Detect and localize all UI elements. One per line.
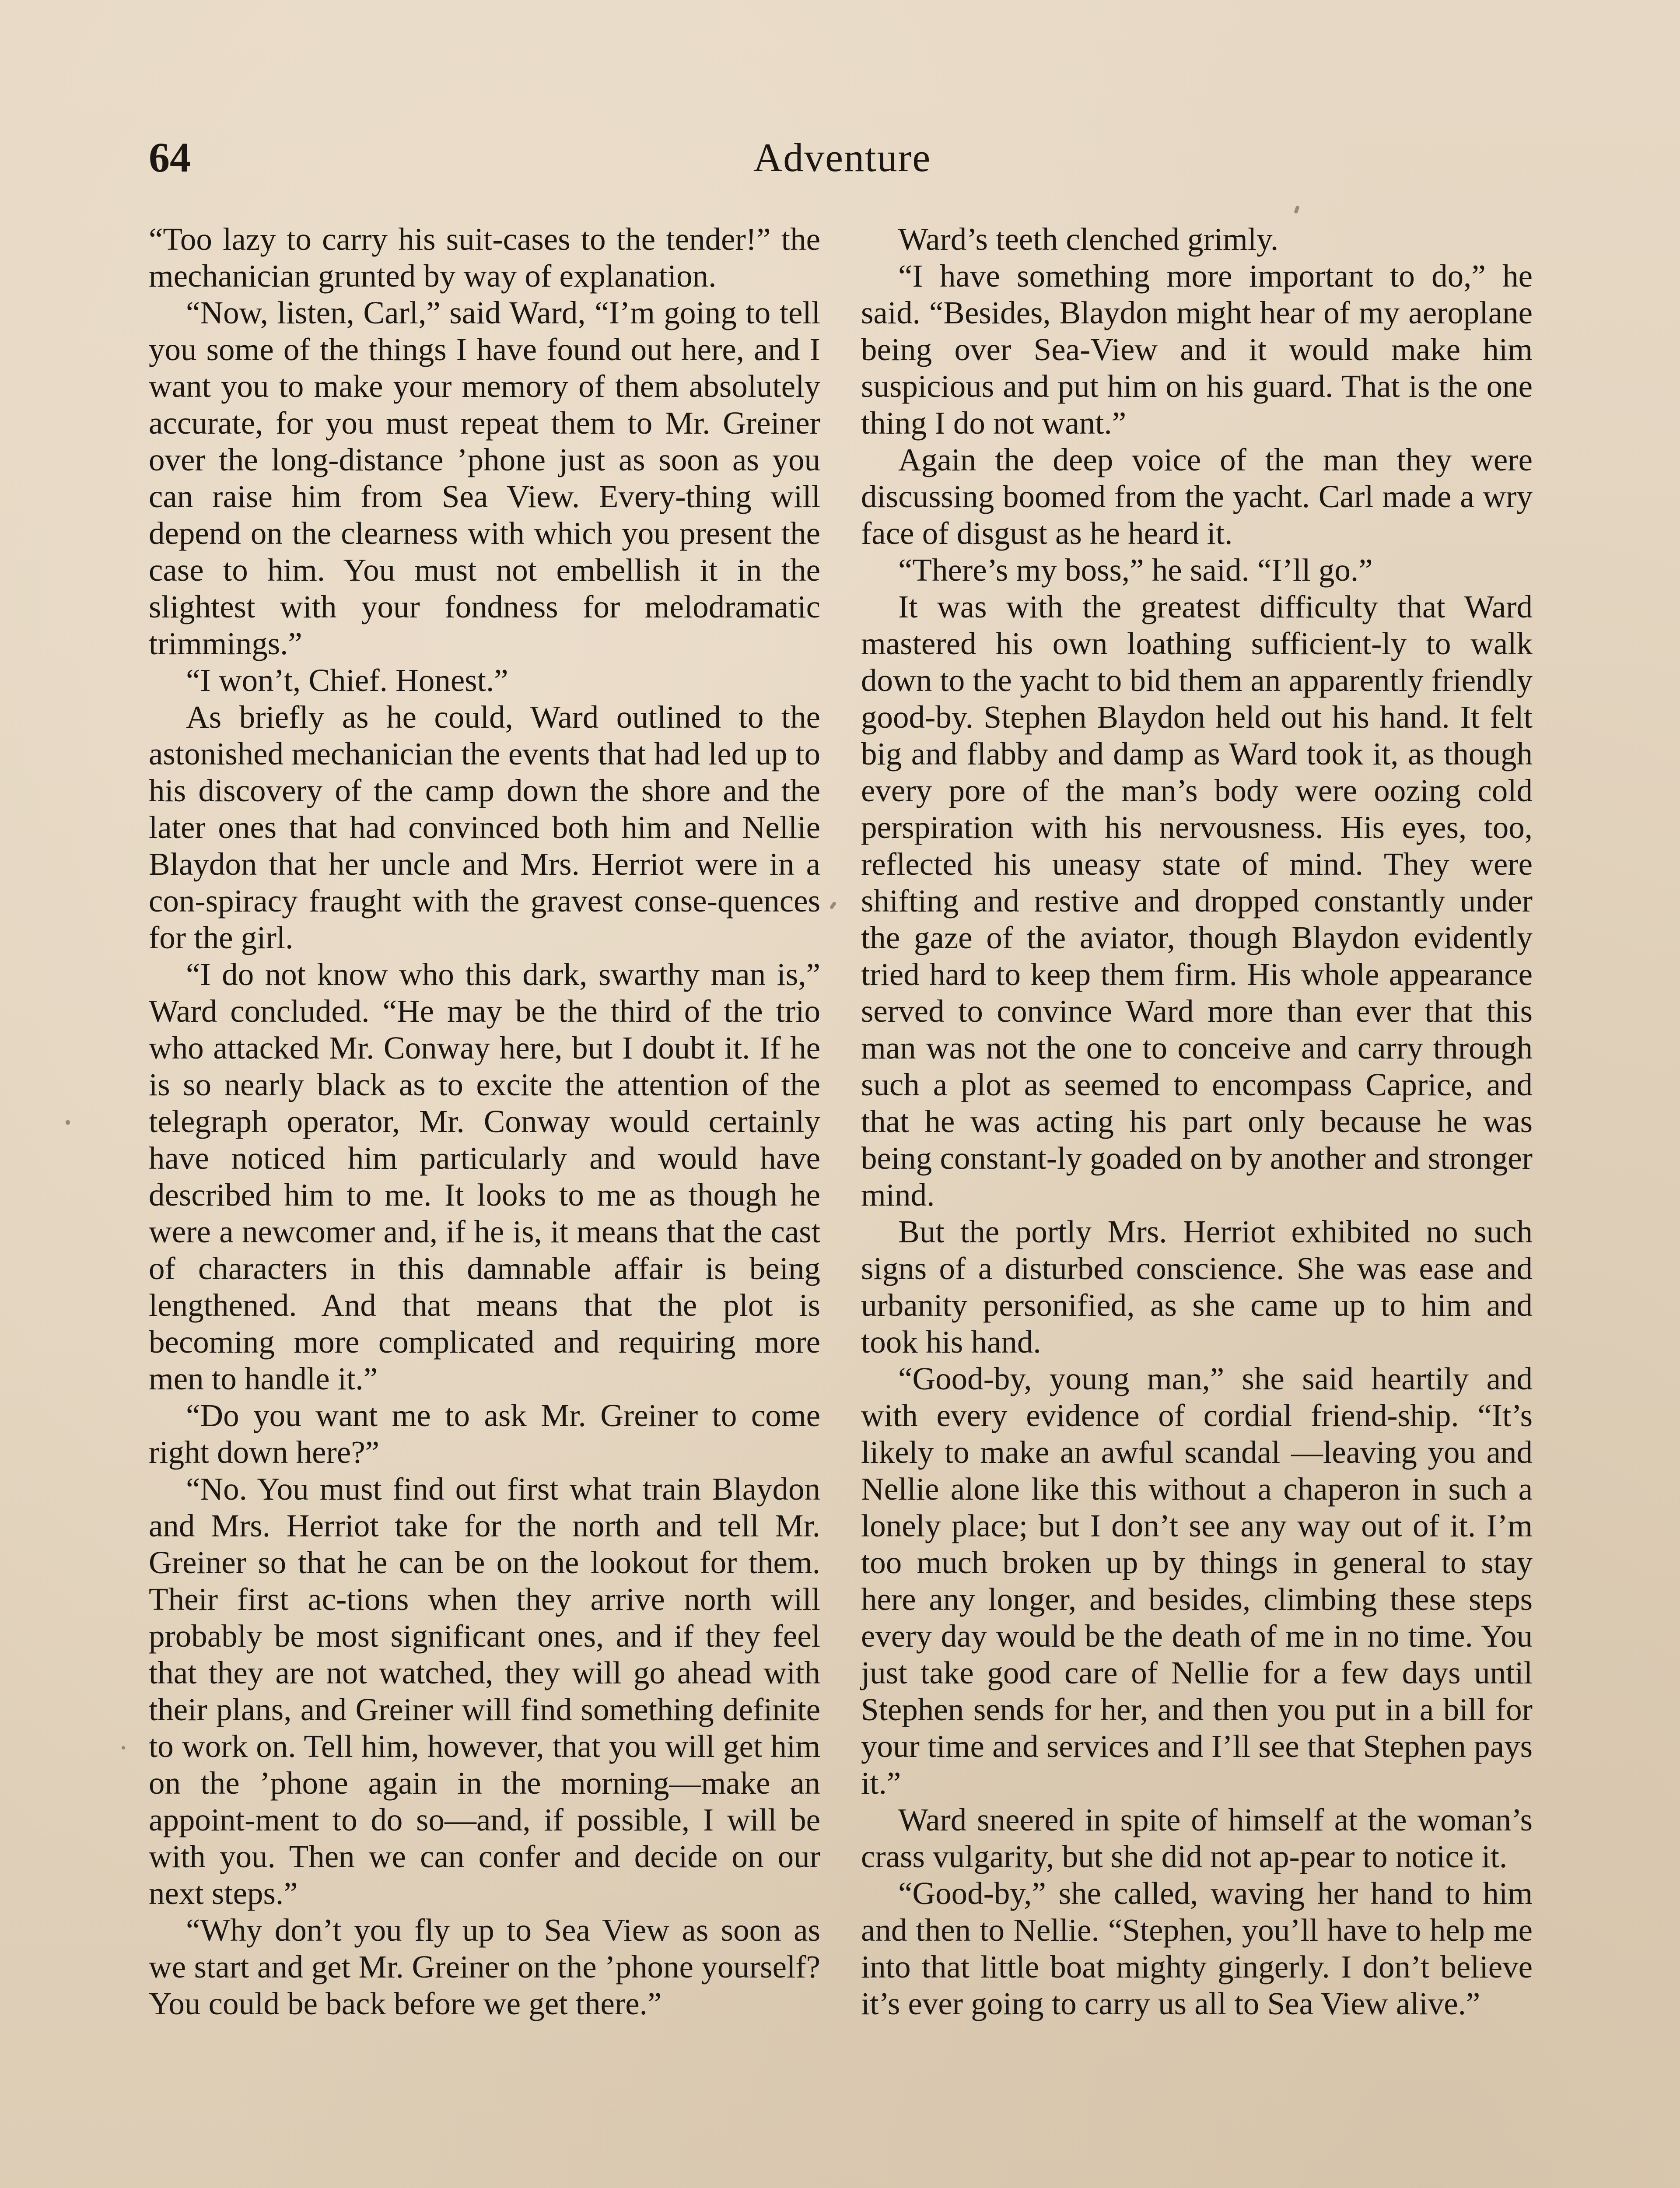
paragraph: “Good-by, young man,” she said heartily and with every evidence of cordial friend-ship. “It’s likely to make an awful scandal —leaving you and Nellie alone like this without a chaperon in such a lonely place; but I don’t see any way out of it. I’m too much broken up by things in general to stay here any longer, and besides, climbing these steps every day would be the death of me in no time. You just take good care of Nellie for a few days until Stephen sends for her, and then you put in a bill for your time and services and I’ll see that Stephen pays it.” [861,1361,1533,1801]
paragraph: “Do you want me to ask Mr. Greiner to come right down here?” [149,1398,820,1470]
paragraph: “No. You must find out first what train Blaydon and Mrs. Herriot take for the north and tell Mr. Greiner so that he can be on the lookout for them. Their first ac-tions when they arrive north will probably be most significant ones, and if they feel that they are not watched, they will go ahead with their plans, and Greiner will find something definite to work on. Tell him, however, that you will get him on the ’phone again in the morning—make an appoint-ment to do so—and, if possible, I will be with you. Then we can confer and decide on our next steps.” [149,1471,820,1911]
paragraph: “I do not know who this dark, swarthy man is,” Ward concluded. “He may be the third of the trio who attacked Mr. Conway here, but I doubt it. If he is so nearly black as to excite the attention of the telegraph operator, Mr. Conway would certainly have noticed him particularly and would have described him to me. It looks to me as though he were a newcomer and, if he is, it means that the cast of characters in this damnable affair is being lengthened. And that means that the plot is becoming more complicated and requiring more men to handle it.” [149,957,820,1396]
page-number: 64 [149,134,191,181]
paragraph: “I won’t, Chief. Honest.” [186,663,508,698]
running-title: Adventure [753,135,931,180]
paragraph: “Why don’t you fly up to Sea View as soon as we start and get Mr. Greiner on the ’phone yourself? You could be back before we get there.” [149,1912,820,2021]
paragraph: “Now, listen, Carl,” said Ward, “I’m going to tell you some of the things I have found out here, and I want you to make your memory of them absolutely accurate, for you must repeat them to Mr. Greiner over the long-distance ’phone just as soon as you can raise him from Sea View. Every-thing will depend on the clearness with which you present the case to him. You must not embellish it in the slightest with your fondness for melodramatic trimmings.” [149,295,820,661]
paper-speck [1294,205,1300,214]
paper-speck [122,1746,125,1750]
page-header [149,131,1536,193]
paragraph: Again the deep voice of the man they were discussing boomed from the yacht. Carl made a wry face of disgust as he heard it. [861,442,1533,551]
paragraph: “There’s my boss,” he said. “I’ll go.” [898,552,1373,588]
paragraph: But the portly Mrs. Herriot exhibited no such signs of a disturbed conscience. She was ease and urbanity personified, as she came up to him and took his hand. [861,1214,1533,1360]
right-column [861,221,1533,2022]
paragraph: Ward sneered in spite of himself at the woman’s crass vulgarity, but she did not ap-pear to notice it. [861,1802,1533,1874]
paragraph: As briefly as he could, Ward outlined to the astonished mechanician the events that had led up to his discovery of the camp down the shore and the later ones that had convinced both him and Nellie Blaydon that her uncle and Mrs. Herriot were in a con-spiracy fraught with the gravest conse-quences for the girl. [149,699,820,955]
paragraph: “Too lazy to carry his suit-cases to the tender!” the mechanician grunted by way of explanation. [149,221,820,294]
paragraph: Ward’s teeth clenched grimly. [898,221,1279,257]
left-column [149,221,820,2022]
paragraph: It was with the greatest difficulty that Ward mastered his own loathing sufficient-ly to walk down to the yacht to bid them an apparently friendly good-by. Stephen Blaydon held out his hand. It felt big and flabby and damp as Ward took it, as though every pore of the man’s body were oozing cold perspiration with his nervousness. His eyes, too, reflected his uneasy state of mind. They were shifting and restive and dropped constantly under the gaze of the aviator, though Blaydon evidently tried hard to keep them firm. His whole appearance served to convince Ward more than ever that this man was not the one to conceive and carry through such a plot as seemed to encompass Caprice, and that he was acting his part only because he was being constant-ly goaded on by another and stronger mind. [861,589,1533,1213]
paper-speck [66,1120,70,1125]
paper-speck [830,901,837,909]
paragraph: “Good-by,” she called, waving her hand to him and then to Nellie. “Stephen, you’ll have to help me into that little boat mighty gingerly. I don’t believe it’s ever going to carry us all to Sea View alive.” [861,1876,1533,2021]
paragraph: “I have something more important to do,” he said. “Besides, Blaydon might hear of my aeroplane being over Sea-View and it would make him suspicious and put him on his guard. That is the one thing I do not want.” [861,258,1533,441]
